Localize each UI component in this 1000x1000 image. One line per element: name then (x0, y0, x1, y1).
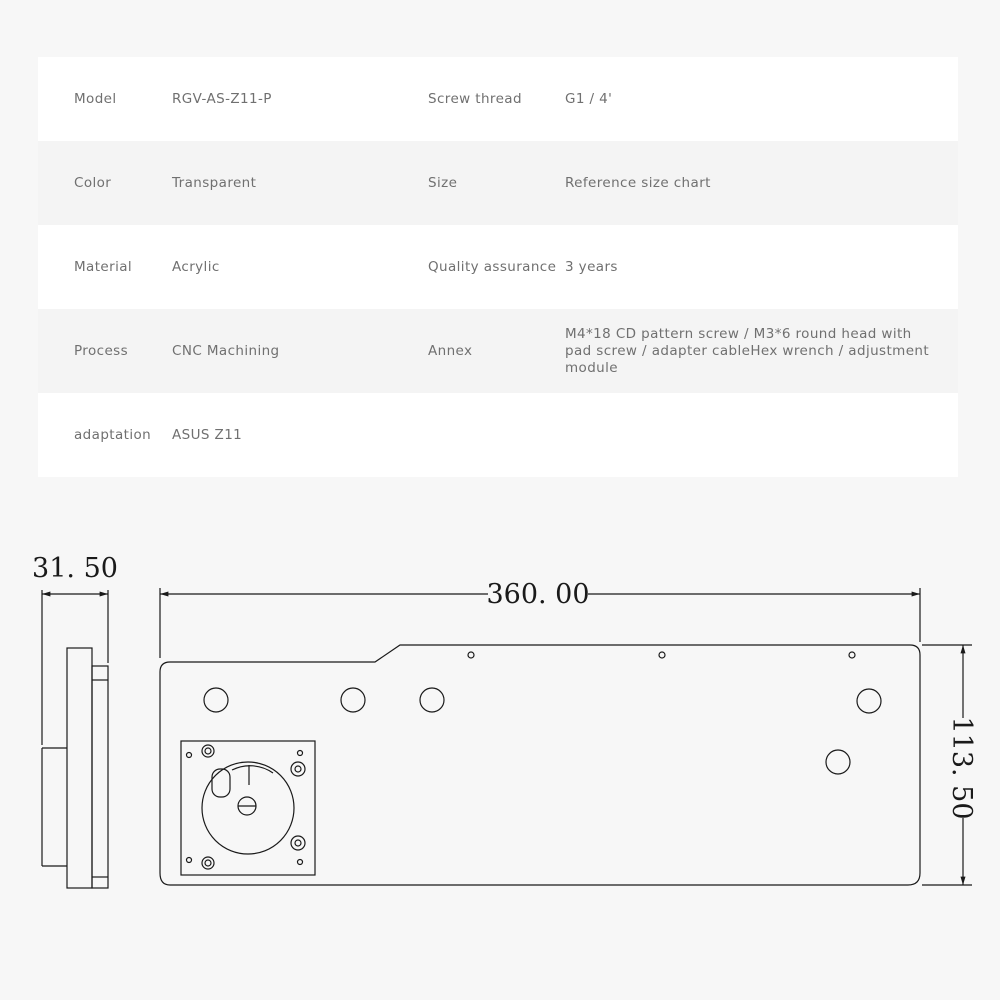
spec-value-color: Transparent (172, 175, 257, 191)
spec-value-model: RGV-AS-Z11-P (172, 91, 272, 107)
spec-value-screw-thread: G1 / 4' (565, 90, 613, 107)
spec-label-adaptation: adaptation (74, 427, 152, 443)
spec-label-empty (428, 393, 562, 477)
height-dimension-label: 113. 50 (946, 716, 977, 820)
side-block-outline (92, 666, 108, 888)
spec-value-process: CNC Machining (172, 343, 280, 359)
spec-value-size: Reference size chart (565, 174, 711, 191)
spec-row-material (38, 225, 958, 309)
length-dimension-label: 360. 00 (486, 579, 590, 610)
spec-label-screw-thread: Screw thread (428, 91, 522, 107)
spec-label-model: Model (74, 91, 117, 107)
spec-label-annex: Annex (428, 343, 473, 359)
spec-value-annex: M4*18 CD pattern screw / M3*6 round head with pad screw / adapter cableHex wrench / adjustment module (565, 325, 930, 376)
front-view (160, 588, 972, 885)
spec-row-model (38, 57, 958, 141)
spec-label-color: Color (74, 175, 112, 191)
spec-row-process (38, 309, 958, 393)
spec-label-quality-assurance: Quality assurance (428, 259, 557, 275)
pump-module (181, 741, 315, 875)
spec-value-material: Acrylic (172, 259, 220, 275)
spec-table (38, 57, 958, 477)
spec-row-color (38, 141, 958, 225)
side-view (42, 590, 108, 888)
dimension-drawing-svg (0, 530, 1000, 1000)
spec-label-material: Material (74, 259, 133, 275)
spec-value-quality-assurance: 3 years (565, 258, 618, 275)
spec-value-adaptation: ASUS Z11 (172, 427, 243, 443)
spec-row-adaptation (38, 393, 958, 477)
technical-drawing (0, 530, 1000, 1000)
plate-outline (160, 645, 920, 885)
spec-label-size: Size (428, 175, 458, 191)
thickness-dimension-label: 31. 50 (32, 553, 118, 584)
spec-label-process: Process (74, 343, 129, 359)
side-plate-outline (67, 648, 92, 888)
spec-value-empty (565, 393, 935, 477)
